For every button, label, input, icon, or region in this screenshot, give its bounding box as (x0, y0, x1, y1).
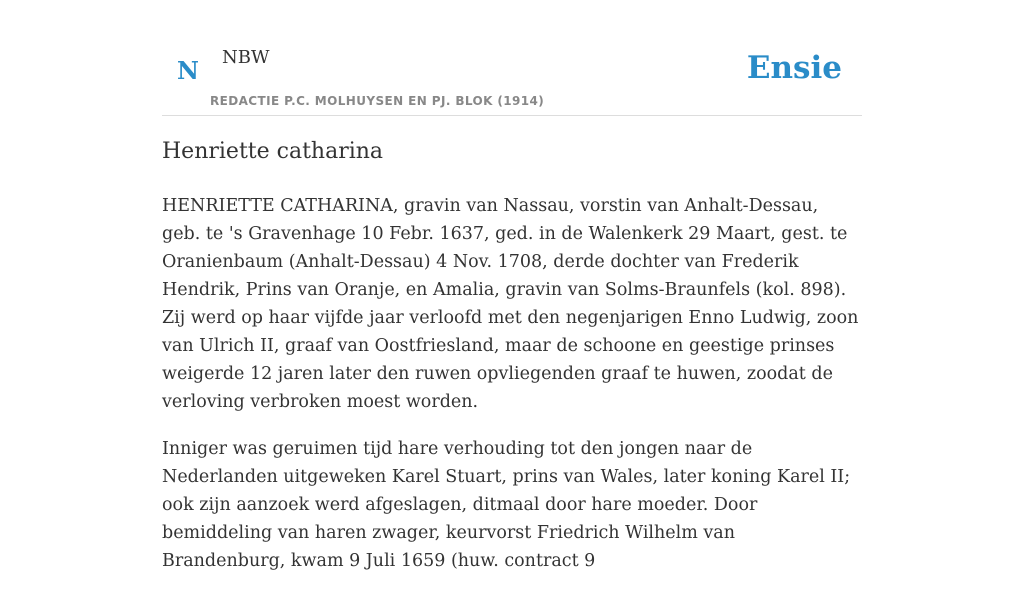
article-paragraph: HENRIETTE CATHARINA, gravin van Nassau, vorstin van Anhalt-Dessau, geb. te 's Gravenhage 10 Febr. 1637, ged. in de Walenkerk 29 Maart, gest. te Oranienbaum (Anhalt-Dessau) 4 Nov. 1708, derde dochter van Frederik Hendrik, Prins van Oranje, en Amalia, gravin van Solms-Braunfels (kol. 898). Zij werd op haar vijfde jaar verloofd met den negenjarigen Enno Ludwig, zoon van Ulrich II, graaf van Oostfriesland, maar de schoone en geestige prinses weigerde 12 jaren later den ruwen opvliegenden graaf te huwen, zoodat de verloving verbroken moest worden. (162, 196, 859, 412)
brand-logo-link[interactable]: Ensie (746, 50, 842, 86)
article-body (162, 192, 862, 594)
site-header (162, 40, 862, 116)
article-title: Henriette catharina (162, 139, 384, 164)
source-subtitle: REDACTIE P.C. MOLHUYSEN EN PJ. BLOK (1914) (210, 94, 545, 108)
source-name[interactable]: NBW (222, 47, 270, 68)
article-paragraph: Inniger was geruimen tijd hare verhouding tot den jongen naar de Nederlanden uitgeweken Karel Stuart, prins van Wales, later koning Karel II; ook zijn aanzoek werd afgeslagen, ditmaal door hare moeder. Door bemiddeling van haren zwager, keurvorst Friedrich Wilhelm van Brandenburg, kwam 9 Juli 1659 (huw. contract 9 (162, 439, 851, 571)
source-logo[interactable]: N (177, 56, 199, 85)
